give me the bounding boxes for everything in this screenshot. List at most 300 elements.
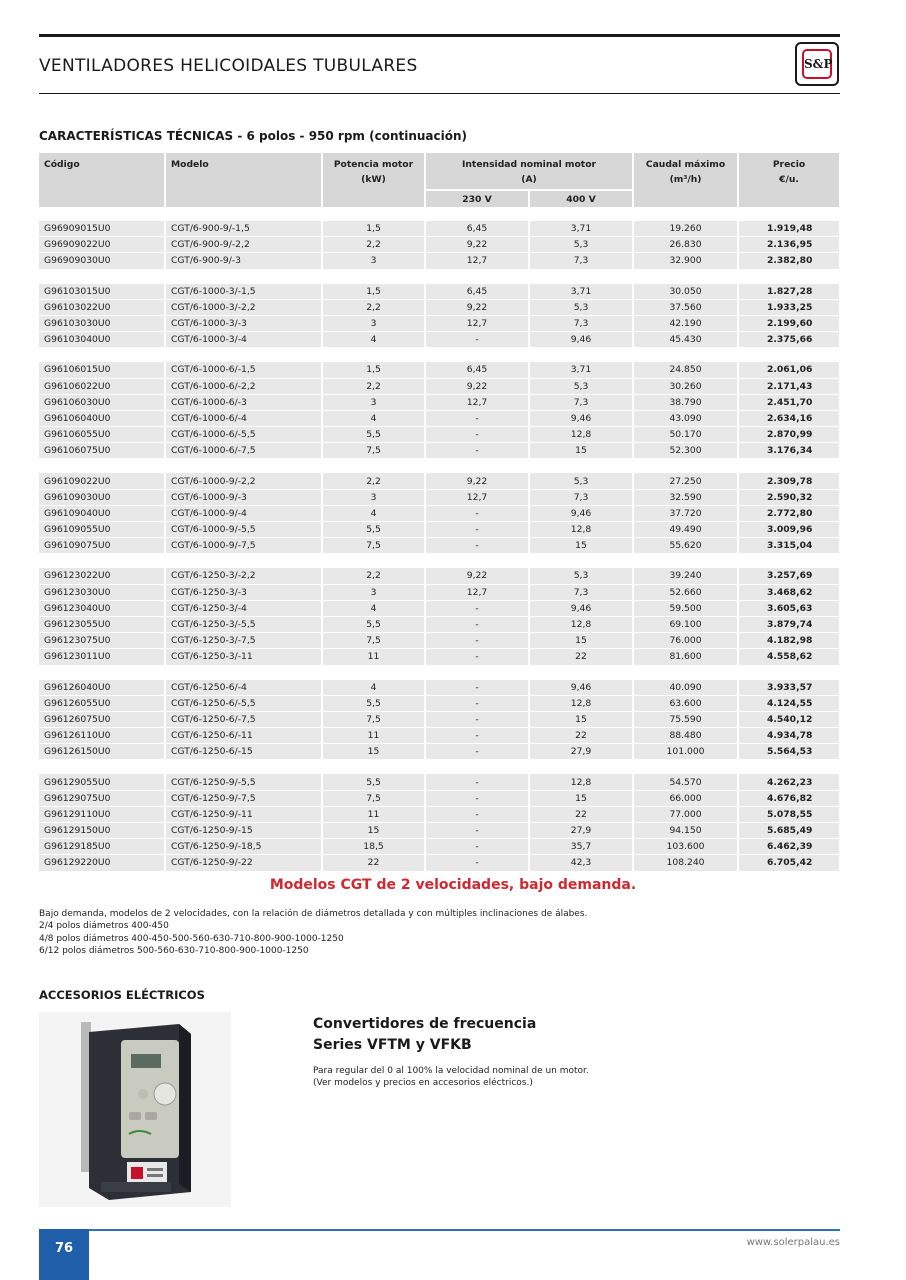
cell-code: G96123040U0 bbox=[39, 600, 165, 616]
cell-price: 3.257,69 bbox=[738, 568, 840, 584]
cell-code: G96103022U0 bbox=[39, 299, 165, 315]
cell-flow: 30.260 bbox=[633, 378, 738, 394]
cell-current-230v: 9,22 bbox=[425, 237, 529, 253]
cell-current-230v: - bbox=[425, 711, 529, 727]
cell-flow: 24.850 bbox=[633, 362, 738, 378]
cell-code: G96129110U0 bbox=[39, 806, 165, 822]
top-rule bbox=[39, 34, 840, 37]
cell-price: 2.590,32 bbox=[738, 489, 840, 505]
cell-power: 7,5 bbox=[322, 443, 425, 459]
cell-price: 3.605,63 bbox=[738, 600, 840, 616]
cell-power: 3 bbox=[322, 394, 425, 410]
cell-current-400v: 22 bbox=[529, 649, 633, 665]
cell-current-230v: - bbox=[425, 680, 529, 696]
col-header-current: Intensidad nominal motor (A) bbox=[425, 153, 633, 190]
note-line: 2/4 polos diámetros 400-450 bbox=[39, 921, 169, 932]
table-row bbox=[39, 378, 840, 394]
cell-power: 4 bbox=[322, 680, 425, 696]
cell-price: 2.634,16 bbox=[738, 410, 840, 426]
cell-model: CGT/6-1000-3/-2,2 bbox=[165, 299, 322, 315]
header-rule bbox=[39, 93, 840, 94]
cell-current-400v: 35,7 bbox=[529, 839, 633, 855]
cell-code: G96106022U0 bbox=[39, 378, 165, 394]
cell-price: 6.705,42 bbox=[738, 855, 840, 871]
accessories-title: ACCESORIOS ELÉCTRICOS bbox=[39, 988, 205, 1002]
cell-current-230v: 12,7 bbox=[425, 489, 529, 505]
cell-current-230v: 9,22 bbox=[425, 568, 529, 584]
cell-code: G96129220U0 bbox=[39, 855, 165, 871]
cell-current-230v: - bbox=[425, 744, 529, 760]
cell-current-230v: - bbox=[425, 410, 529, 426]
cell-flow: 54.570 bbox=[633, 774, 738, 790]
cell-code: G96103015U0 bbox=[39, 284, 165, 300]
cell-power: 22 bbox=[322, 855, 425, 871]
cell-flow: 52.660 bbox=[633, 584, 738, 600]
cell-price: 2.061,06 bbox=[738, 362, 840, 378]
cell-current-230v: - bbox=[425, 839, 529, 855]
cell-flow: 49.490 bbox=[633, 522, 738, 538]
cell-current-400v: 22 bbox=[529, 806, 633, 822]
group-spacer-cell bbox=[39, 760, 840, 775]
cell-price: 4.558,62 bbox=[738, 649, 840, 665]
group-spacer bbox=[39, 269, 840, 284]
cell-code: G96129185U0 bbox=[39, 839, 165, 855]
product-title-line-1: Convertidores de frecuencia bbox=[313, 1016, 537, 1032]
cell-code: G96123075U0 bbox=[39, 633, 165, 649]
table-row bbox=[39, 237, 840, 253]
brand-logo-badge: S&P bbox=[802, 49, 832, 79]
cell-current-400v: 7,3 bbox=[529, 489, 633, 505]
cell-current-230v: - bbox=[425, 522, 529, 538]
cell-model: CGT/6-1000-9/-4 bbox=[165, 505, 322, 521]
table-row bbox=[39, 568, 840, 584]
cell-code: G96109030U0 bbox=[39, 489, 165, 505]
cell-current-400v: 12,8 bbox=[529, 522, 633, 538]
notes-block bbox=[39, 908, 587, 958]
cell-power: 2,2 bbox=[322, 473, 425, 489]
cell-current-400v: 15 bbox=[529, 538, 633, 554]
cell-power: 2,2 bbox=[322, 237, 425, 253]
cell-model: CGT/6-1250-3/-7,5 bbox=[165, 633, 322, 649]
cell-current-400v: 3,71 bbox=[529, 221, 633, 237]
cell-code: G96109075U0 bbox=[39, 538, 165, 554]
cell-flow: 81.600 bbox=[633, 649, 738, 665]
cell-model: CGT/6-1250-3/-11 bbox=[165, 649, 322, 665]
table-row bbox=[39, 489, 840, 505]
cell-flow: 37.560 bbox=[633, 299, 738, 315]
table-row bbox=[39, 680, 840, 696]
cell-code: G96123022U0 bbox=[39, 568, 165, 584]
table-row bbox=[39, 806, 840, 822]
cell-current-400v: 15 bbox=[529, 711, 633, 727]
table-row bbox=[39, 774, 840, 790]
cell-power: 3 bbox=[322, 315, 425, 331]
cell-power: 3 bbox=[322, 584, 425, 600]
cell-flow: 63.600 bbox=[633, 695, 738, 711]
cell-current-400v: 15 bbox=[529, 790, 633, 806]
cell-code: G96106040U0 bbox=[39, 410, 165, 426]
table-row bbox=[39, 473, 840, 489]
group-spacer-cell bbox=[39, 459, 840, 474]
cell-power: 5,5 bbox=[322, 774, 425, 790]
cell-current-400v: 27,9 bbox=[529, 744, 633, 760]
table-row bbox=[39, 538, 840, 554]
note-line: 4/8 polos diámetros 400-450-500-560-630-710-800-900-1000-1250 bbox=[39, 933, 344, 944]
table-row bbox=[39, 600, 840, 616]
cell-power: 7,5 bbox=[322, 711, 425, 727]
cell-price: 4.934,78 bbox=[738, 728, 840, 744]
cell-model: CGT/6-1000-3/-1,5 bbox=[165, 284, 322, 300]
cell-current-400v: 9,46 bbox=[529, 505, 633, 521]
spec-table-body bbox=[39, 207, 840, 871]
brand-logo bbox=[795, 42, 839, 86]
cell-power: 3 bbox=[322, 489, 425, 505]
cell-flow: 76.000 bbox=[633, 633, 738, 649]
cell-flow: 77.000 bbox=[633, 806, 738, 822]
table-row bbox=[39, 394, 840, 410]
cell-power: 2,2 bbox=[322, 299, 425, 315]
cell-price: 4.262,23 bbox=[738, 774, 840, 790]
cell-current-230v: - bbox=[425, 616, 529, 632]
product-desc-line-1: Para regular del 0 al 100% la velocidad nominal de un motor. bbox=[313, 1066, 589, 1076]
group-spacer bbox=[39, 207, 840, 221]
cell-model: CGT/6-1250-9/-7,5 bbox=[165, 790, 322, 806]
table-row bbox=[39, 410, 840, 426]
cell-current-230v: 12,7 bbox=[425, 394, 529, 410]
cell-model: CGT/6-1000-6/-2,2 bbox=[165, 378, 322, 394]
cell-price: 2.309,78 bbox=[738, 473, 840, 489]
cell-flow: 32.590 bbox=[633, 489, 738, 505]
col-header-flow: Caudal máximo (m³/h) bbox=[633, 153, 738, 207]
cell-current-230v: - bbox=[425, 855, 529, 871]
cell-power: 2,2 bbox=[322, 378, 425, 394]
cell-power: 1,5 bbox=[322, 284, 425, 300]
cell-code: G96126055U0 bbox=[39, 695, 165, 711]
cell-model: CGT/6-1250-6/-4 bbox=[165, 680, 322, 696]
table-row bbox=[39, 695, 840, 711]
cell-code: G96909022U0 bbox=[39, 237, 165, 253]
cell-power: 1,5 bbox=[322, 221, 425, 237]
cell-code: G96126150U0 bbox=[39, 744, 165, 760]
cell-code: G96129075U0 bbox=[39, 790, 165, 806]
group-spacer-cell bbox=[39, 269, 840, 284]
table-row bbox=[39, 315, 840, 331]
spec-table bbox=[39, 153, 841, 872]
cell-code: G96106030U0 bbox=[39, 394, 165, 410]
cell-power: 7,5 bbox=[322, 538, 425, 554]
cell-flow: 45.430 bbox=[633, 332, 738, 348]
cell-power: 11 bbox=[322, 806, 425, 822]
cell-price: 2.870,99 bbox=[738, 427, 840, 443]
cell-model: CGT/6-1250-9/-11 bbox=[165, 806, 322, 822]
table-row bbox=[39, 744, 840, 760]
cell-code: G96103030U0 bbox=[39, 315, 165, 331]
frequency-converter-image bbox=[39, 1012, 231, 1207]
cell-flow: 19.260 bbox=[633, 221, 738, 237]
cell-power: 11 bbox=[322, 728, 425, 744]
cell-current-400v: 22 bbox=[529, 728, 633, 744]
cell-flow: 50.170 bbox=[633, 427, 738, 443]
cell-model: CGT/6-1250-3/-4 bbox=[165, 600, 322, 616]
cell-current-400v: 27,9 bbox=[529, 823, 633, 839]
cell-power: 4 bbox=[322, 600, 425, 616]
cell-price: 5.685,49 bbox=[738, 823, 840, 839]
cell-flow: 103.600 bbox=[633, 839, 738, 855]
cell-price: 4.182,98 bbox=[738, 633, 840, 649]
cell-code: G96103040U0 bbox=[39, 332, 165, 348]
cell-current-230v: - bbox=[425, 538, 529, 554]
cell-code: G96129150U0 bbox=[39, 823, 165, 839]
table-row bbox=[39, 443, 840, 459]
table-row bbox=[39, 362, 840, 378]
cell-model: CGT/6-1250-6/-5,5 bbox=[165, 695, 322, 711]
group-spacer-cell bbox=[39, 554, 840, 569]
cell-price: 2.382,80 bbox=[738, 253, 840, 269]
col-header-code: Código bbox=[39, 153, 165, 207]
cell-power: 15 bbox=[322, 823, 425, 839]
cell-current-400v: 15 bbox=[529, 443, 633, 459]
cell-flow: 94.150 bbox=[633, 823, 738, 839]
cell-price: 2.451,70 bbox=[738, 394, 840, 410]
table-row bbox=[39, 790, 840, 806]
cell-current-230v: 12,7 bbox=[425, 253, 529, 269]
cell-current-400v: 12,8 bbox=[529, 695, 633, 711]
group-spacer bbox=[39, 554, 840, 569]
cell-model: CGT/6-1000-6/-1,5 bbox=[165, 362, 322, 378]
cell-current-400v: 15 bbox=[529, 633, 633, 649]
cell-code: G96109040U0 bbox=[39, 505, 165, 521]
cell-model: CGT/6-900-9/-2,2 bbox=[165, 237, 322, 253]
promo-text: Modelos CGT de 2 velocidades, bajo demanda. bbox=[269, 877, 637, 893]
cell-model: CGT/6-1250-6/-7,5 bbox=[165, 711, 322, 727]
cell-price: 5.078,55 bbox=[738, 806, 840, 822]
cell-code: G96106055U0 bbox=[39, 427, 165, 443]
group-spacer bbox=[39, 760, 840, 775]
cell-model: CGT/6-1000-6/-5,5 bbox=[165, 427, 322, 443]
note-line: 6/12 polos diámetros 500-560-630-710-800-900-1000-1250 bbox=[39, 946, 309, 957]
cell-current-230v: - bbox=[425, 790, 529, 806]
table-row bbox=[39, 649, 840, 665]
cell-model: CGT/6-900-9/-3 bbox=[165, 253, 322, 269]
col-header-400v: 400 V bbox=[529, 190, 633, 207]
cell-code: G96123055U0 bbox=[39, 616, 165, 632]
cell-current-230v: - bbox=[425, 774, 529, 790]
table-row bbox=[39, 505, 840, 521]
cell-price: 2.136,95 bbox=[738, 237, 840, 253]
product-title bbox=[313, 1014, 536, 1056]
cell-current-400v: 3,71 bbox=[529, 362, 633, 378]
cell-model: CGT/6-1000-6/-3 bbox=[165, 394, 322, 410]
cell-power: 5,5 bbox=[322, 616, 425, 632]
product-desc-line-2: (Ver modelos y precios en accesorios eléctricos.) bbox=[313, 1078, 533, 1088]
cell-power: 15 bbox=[322, 744, 425, 760]
cell-flow: 55.620 bbox=[633, 538, 738, 554]
group-spacer bbox=[39, 459, 840, 474]
col-header-power: Potencia motor (kW) bbox=[322, 153, 425, 207]
cell-power: 11 bbox=[322, 649, 425, 665]
group-spacer-cell bbox=[39, 348, 840, 363]
cell-current-400v: 9,46 bbox=[529, 332, 633, 348]
cell-price: 3.176,34 bbox=[738, 443, 840, 459]
cell-price: 6.462,39 bbox=[738, 839, 840, 855]
cell-flow: 66.000 bbox=[633, 790, 738, 806]
cell-current-230v: - bbox=[425, 649, 529, 665]
group-spacer bbox=[39, 348, 840, 363]
cell-code: G96109022U0 bbox=[39, 473, 165, 489]
cell-current-230v: - bbox=[425, 728, 529, 744]
cell-model: CGT/6-1000-3/-3 bbox=[165, 315, 322, 331]
cell-price: 4.124,55 bbox=[738, 695, 840, 711]
cell-code: G96109055U0 bbox=[39, 522, 165, 538]
cell-current-400v: 9,46 bbox=[529, 410, 633, 426]
cell-current-400v: 12,8 bbox=[529, 427, 633, 443]
cell-power: 18,5 bbox=[322, 839, 425, 855]
group-spacer bbox=[39, 665, 840, 680]
cell-power: 5,5 bbox=[322, 427, 425, 443]
table-row bbox=[39, 633, 840, 649]
cell-code: G96126110U0 bbox=[39, 728, 165, 744]
cell-flow: 88.480 bbox=[633, 728, 738, 744]
cell-model: CGT/6-1000-3/-4 bbox=[165, 332, 322, 348]
table-row bbox=[39, 332, 840, 348]
cell-flow: 37.720 bbox=[633, 505, 738, 521]
cell-model: CGT/6-1250-9/-18,5 bbox=[165, 839, 322, 855]
cell-power: 2,2 bbox=[322, 568, 425, 584]
cell-flow: 101.000 bbox=[633, 744, 738, 760]
cell-current-230v: 12,7 bbox=[425, 584, 529, 600]
cell-code: G96123011U0 bbox=[39, 649, 165, 665]
table-row bbox=[39, 284, 840, 300]
cell-flow: 52.300 bbox=[633, 443, 738, 459]
cell-price: 3.879,74 bbox=[738, 616, 840, 632]
cell-price: 2.375,66 bbox=[738, 332, 840, 348]
cell-code: G96909030U0 bbox=[39, 253, 165, 269]
cell-current-230v: 6,45 bbox=[425, 221, 529, 237]
table-row bbox=[39, 616, 840, 632]
frequency-converter-illustration bbox=[39, 1012, 231, 1207]
cell-flow: 43.090 bbox=[633, 410, 738, 426]
website-link[interactable]: www.solerpalau.es bbox=[746, 1237, 840, 1248]
cell-price: 1.933,25 bbox=[738, 299, 840, 315]
table-row bbox=[39, 855, 840, 871]
cell-power: 7,5 bbox=[322, 790, 425, 806]
table-row bbox=[39, 427, 840, 443]
cell-model: CGT/6-1000-9/-7,5 bbox=[165, 538, 322, 554]
cell-current-400v: 5,3 bbox=[529, 378, 633, 394]
cell-model: CGT/6-1250-6/-15 bbox=[165, 744, 322, 760]
cell-current-230v: 9,22 bbox=[425, 473, 529, 489]
cell-current-230v: - bbox=[425, 806, 529, 822]
product-title-line-2: Series VFTM y VFKB bbox=[313, 1037, 472, 1053]
cell-model: CGT/6-900-9/-1,5 bbox=[165, 221, 322, 237]
cell-current-400v: 7,3 bbox=[529, 315, 633, 331]
table-row bbox=[39, 299, 840, 315]
cell-current-400v: 7,3 bbox=[529, 253, 633, 269]
cell-current-400v: 12,8 bbox=[529, 616, 633, 632]
cell-current-230v: 12,7 bbox=[425, 315, 529, 331]
cell-flow: 26.830 bbox=[633, 237, 738, 253]
cell-current-230v: - bbox=[425, 633, 529, 649]
cell-power: 4 bbox=[322, 505, 425, 521]
cell-flow: 42.190 bbox=[633, 315, 738, 331]
cell-current-400v: 42,3 bbox=[529, 855, 633, 871]
group-spacer-cell bbox=[39, 207, 840, 221]
cell-model: CGT/6-1250-3/-5,5 bbox=[165, 616, 322, 632]
cell-flow: 69.100 bbox=[633, 616, 738, 632]
cell-current-230v: - bbox=[425, 443, 529, 459]
col-header-230v: 230 V bbox=[425, 190, 529, 207]
cell-code: G96123030U0 bbox=[39, 584, 165, 600]
cell-current-400v: 5,3 bbox=[529, 299, 633, 315]
section-title: CARACTERÍSTICAS TÉCNICAS - 6 polos - 950 rpm (continuación) bbox=[39, 129, 468, 143]
cell-power: 4 bbox=[322, 332, 425, 348]
group-spacer-cell bbox=[39, 665, 840, 680]
cell-power: 5,5 bbox=[322, 695, 425, 711]
cell-flow: 39.240 bbox=[633, 568, 738, 584]
cell-current-400v: 9,46 bbox=[529, 680, 633, 696]
cell-model: CGT/6-1000-9/-5,5 bbox=[165, 522, 322, 538]
cell-power: 3 bbox=[322, 253, 425, 269]
cell-model: CGT/6-1000-9/-3 bbox=[165, 489, 322, 505]
product-description bbox=[313, 1065, 589, 1089]
cell-price: 2.199,60 bbox=[738, 315, 840, 331]
cell-model: CGT/6-1250-6/-11 bbox=[165, 728, 322, 744]
table-row bbox=[39, 839, 840, 855]
cell-power: 7,5 bbox=[322, 633, 425, 649]
cell-price: 1.919,48 bbox=[738, 221, 840, 237]
cell-flow: 40.090 bbox=[633, 680, 738, 696]
cell-code: G96126040U0 bbox=[39, 680, 165, 696]
cell-current-230v: - bbox=[425, 695, 529, 711]
cell-current-400v: 7,3 bbox=[529, 584, 633, 600]
cell-flow: 108.240 bbox=[633, 855, 738, 871]
cell-code: G96106075U0 bbox=[39, 443, 165, 459]
cell-model: CGT/6-1250-9/-5,5 bbox=[165, 774, 322, 790]
cell-current-230v: - bbox=[425, 823, 529, 839]
cell-flow: 59.500 bbox=[633, 600, 738, 616]
cell-power: 4 bbox=[322, 410, 425, 426]
cell-current-230v: - bbox=[425, 600, 529, 616]
cell-code: G96909015U0 bbox=[39, 221, 165, 237]
cell-current-230v: - bbox=[425, 332, 529, 348]
cell-current-400v: 3,71 bbox=[529, 284, 633, 300]
cell-model: CGT/6-1250-9/-22 bbox=[165, 855, 322, 871]
table-row bbox=[39, 584, 840, 600]
cell-price: 1.827,28 bbox=[738, 284, 840, 300]
cell-model: CGT/6-1250-3/-2,2 bbox=[165, 568, 322, 584]
cell-code: G96129055U0 bbox=[39, 774, 165, 790]
cell-price: 2.772,80 bbox=[738, 505, 840, 521]
cell-price: 3.468,62 bbox=[738, 584, 840, 600]
cell-current-400v: 5,3 bbox=[529, 237, 633, 253]
cell-price: 4.540,12 bbox=[738, 711, 840, 727]
cell-power: 5,5 bbox=[322, 522, 425, 538]
cell-price: 4.676,82 bbox=[738, 790, 840, 806]
table-row bbox=[39, 711, 840, 727]
cell-model: CGT/6-1000-6/-7,5 bbox=[165, 443, 322, 459]
cell-price: 3.009,96 bbox=[738, 522, 840, 538]
cell-price: 3.933,57 bbox=[738, 680, 840, 696]
table-row bbox=[39, 823, 840, 839]
cell-flow: 27.250 bbox=[633, 473, 738, 489]
cell-price: 5.564,53 bbox=[738, 744, 840, 760]
cell-current-230v: 6,45 bbox=[425, 362, 529, 378]
cell-model: CGT/6-1250-9/-15 bbox=[165, 823, 322, 839]
col-header-model: Modelo bbox=[165, 153, 322, 207]
cell-model: CGT/6-1000-6/-4 bbox=[165, 410, 322, 426]
cell-code: G96106015U0 bbox=[39, 362, 165, 378]
cell-flow: 32.900 bbox=[633, 253, 738, 269]
